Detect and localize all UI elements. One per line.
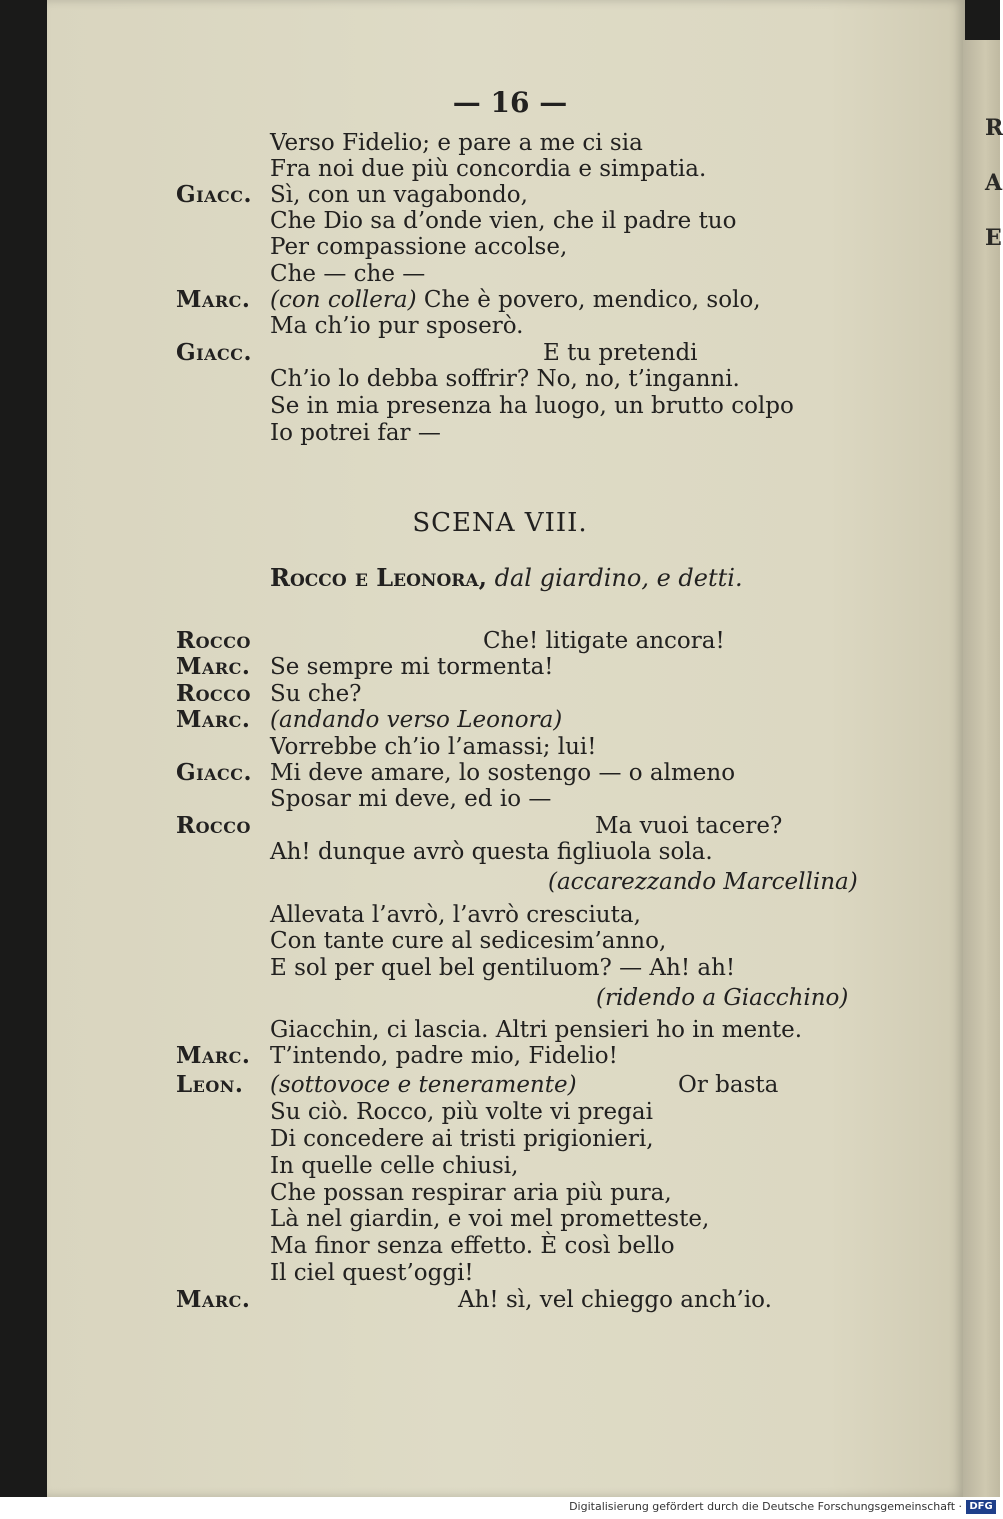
scene-characters	[270, 563, 743, 592]
dialogue-line	[0, 1126, 1000, 1152]
line-text: Se in mia presenza ha luogo, un brutto colpo	[270, 393, 794, 419]
dialogue-line	[0, 786, 1000, 812]
scene-title: SCENA VIII.	[412, 508, 588, 538]
stage-direction: (sottovoce e teneramente)	[270, 1072, 577, 1098]
line-text: Che! litigate ancora!	[483, 628, 725, 654]
dialogue-line	[0, 366, 1000, 392]
adjacent-page-fragment: R	[985, 115, 1003, 141]
line-text: Se sempre mi tormenta!	[270, 654, 554, 680]
stage-direction: (accarezzando Marcellina)	[548, 869, 858, 895]
speaker-label: Giacc.	[176, 339, 253, 366]
line-text: Il ciel quest’oggi!	[270, 1260, 474, 1286]
speaker-label: Rocco	[176, 812, 251, 839]
speaker-label: Marc.	[176, 653, 251, 680]
speaker-label: Leon.	[176, 1071, 244, 1098]
dialogue-line	[0, 313, 1000, 339]
line-text: Là nel giardin, e voi mel prometteste,	[270, 1206, 710, 1232]
dialogue-line	[0, 156, 1000, 182]
dialogue-line	[0, 813, 1000, 839]
line-text: Che possan respirar aria più pura,	[270, 1180, 672, 1206]
dialogue-line	[0, 902, 1000, 928]
adjacent-page-fragment: A	[985, 170, 1003, 196]
line-text: E tu pretendi	[543, 340, 698, 366]
dialogue-line	[0, 1260, 1000, 1286]
dialogue-line	[0, 1099, 1000, 1125]
line-text: Con tante cure al sedicesim’anno,	[270, 928, 667, 954]
adjacent-page-fragment: E	[985, 225, 1002, 251]
scene-character-names: Rocco e Leonora,	[270, 563, 487, 592]
line-text: Vorrebbe ch’io l’amassi; lui!	[270, 734, 597, 760]
line-text: Io potrei far —	[270, 420, 441, 446]
scene-direction: dal giardino, e detti.	[486, 564, 743, 592]
line-text: Ma finor senza effetto. È così bello	[270, 1233, 675, 1259]
dialogue-line	[0, 130, 1000, 156]
stage-direction: (ridendo a Giacchino)	[596, 985, 849, 1011]
speaker-label: Marc.	[176, 1286, 251, 1313]
dialogue-line	[0, 985, 1000, 1011]
line-text: Su ciò. Rocco, più volte vi pregai	[270, 1099, 653, 1125]
line-text: T’intendo, padre mio, Fidelio!	[270, 1043, 618, 1069]
stage-direction: (con collera)	[270, 287, 417, 313]
line-text: Ah! dunque avrò questa figliuola sola.	[270, 839, 713, 865]
line-text: Sì, con un vagabondo,	[270, 182, 528, 208]
line-content	[270, 287, 761, 313]
stage-direction: (andando verso Leonora)	[270, 707, 563, 733]
line-text: Su che?	[270, 681, 362, 707]
dfg-logo: DFG	[966, 1500, 996, 1514]
line-text: Ah! sì, vel chieggo anch’io.	[458, 1287, 772, 1313]
dialogue-line	[0, 628, 1000, 654]
line-text: Ma vuoi tacere?	[595, 813, 783, 839]
dialogue-line	[0, 734, 1000, 760]
dialogue-line	[0, 1072, 1000, 1098]
dialogue-line	[0, 1233, 1000, 1259]
line-text: Giacchin, ci lascia. Altri pensieri ho in mente.	[270, 1017, 803, 1043]
line-text: Allevata l’avrò, l’avrò cresciuta,	[270, 902, 641, 928]
dialogue-line	[0, 340, 1000, 366]
line-text: In quelle celle chiusi,	[270, 1153, 519, 1179]
speaker-label: Giacc.	[176, 759, 253, 786]
line-text: Che è povero, mendico, solo,	[416, 287, 761, 313]
dialogue-line	[0, 234, 1000, 260]
dialogue-line	[0, 182, 1000, 208]
line-text: Ma ch’io pur sposerò.	[270, 313, 524, 339]
line-text: Verso Fidelio; e pare a me ci sia	[270, 130, 643, 156]
line-text: E sol per quel bel gentiluom? — Ah! ah!	[270, 955, 736, 981]
dialogue-line	[0, 1153, 1000, 1179]
dialogue-line	[0, 707, 1000, 733]
line-text: Di concedere ai tristi prigionieri,	[270, 1126, 654, 1152]
speaker-label: Rocco	[176, 680, 251, 707]
line-text: Fra noi due più concordia e simpatia.	[270, 156, 707, 182]
line-text: Per compassione accolse,	[270, 234, 568, 260]
speaker-label: Marc.	[176, 706, 251, 733]
dialogue-line	[0, 261, 1000, 287]
page-number: — 16 —	[452, 86, 568, 119]
dialogue-line	[0, 208, 1000, 234]
line-text: Or basta	[678, 1072, 779, 1098]
dialogue-line	[0, 839, 1000, 865]
attribution-text: Digitalisierung gefördert durch die Deutsche Forschungsgemeinschaft ·	[569, 1500, 962, 1513]
speaker-label: Giacc.	[176, 181, 253, 208]
dialogue-line	[0, 287, 1000, 313]
line-text: Sposar mi deve, ed io —	[270, 786, 552, 812]
dialogue-line	[0, 393, 1000, 419]
dialogue-line	[0, 420, 1000, 446]
line-text: Che — che —	[270, 261, 426, 287]
speaker-label: Marc.	[176, 286, 251, 313]
dialogue-line	[0, 1287, 1000, 1313]
line-text: Ch’io lo debba soffrir? No, no, t’inganni.	[270, 366, 740, 392]
dialogue-line	[0, 760, 1000, 786]
line-text: Che Dio sa d’onde vien, che il padre tuo	[270, 208, 737, 234]
dialogue-line	[0, 654, 1000, 680]
dialogue-line	[0, 928, 1000, 954]
attribution-footer	[0, 1497, 1000, 1519]
dialogue-line	[0, 1206, 1000, 1232]
dialogue-line	[0, 1180, 1000, 1206]
dialogue-line	[0, 1043, 1000, 1069]
speaker-label: Marc.	[176, 1042, 251, 1069]
dialogue-line	[0, 869, 1000, 895]
dialogue-line	[0, 681, 1000, 707]
dialogue-line	[0, 1017, 1000, 1043]
line-text: Mi deve amare, lo sostengo — o almeno	[270, 760, 736, 786]
dialogue-line	[0, 955, 1000, 981]
speaker-label: Rocco	[176, 627, 251, 654]
